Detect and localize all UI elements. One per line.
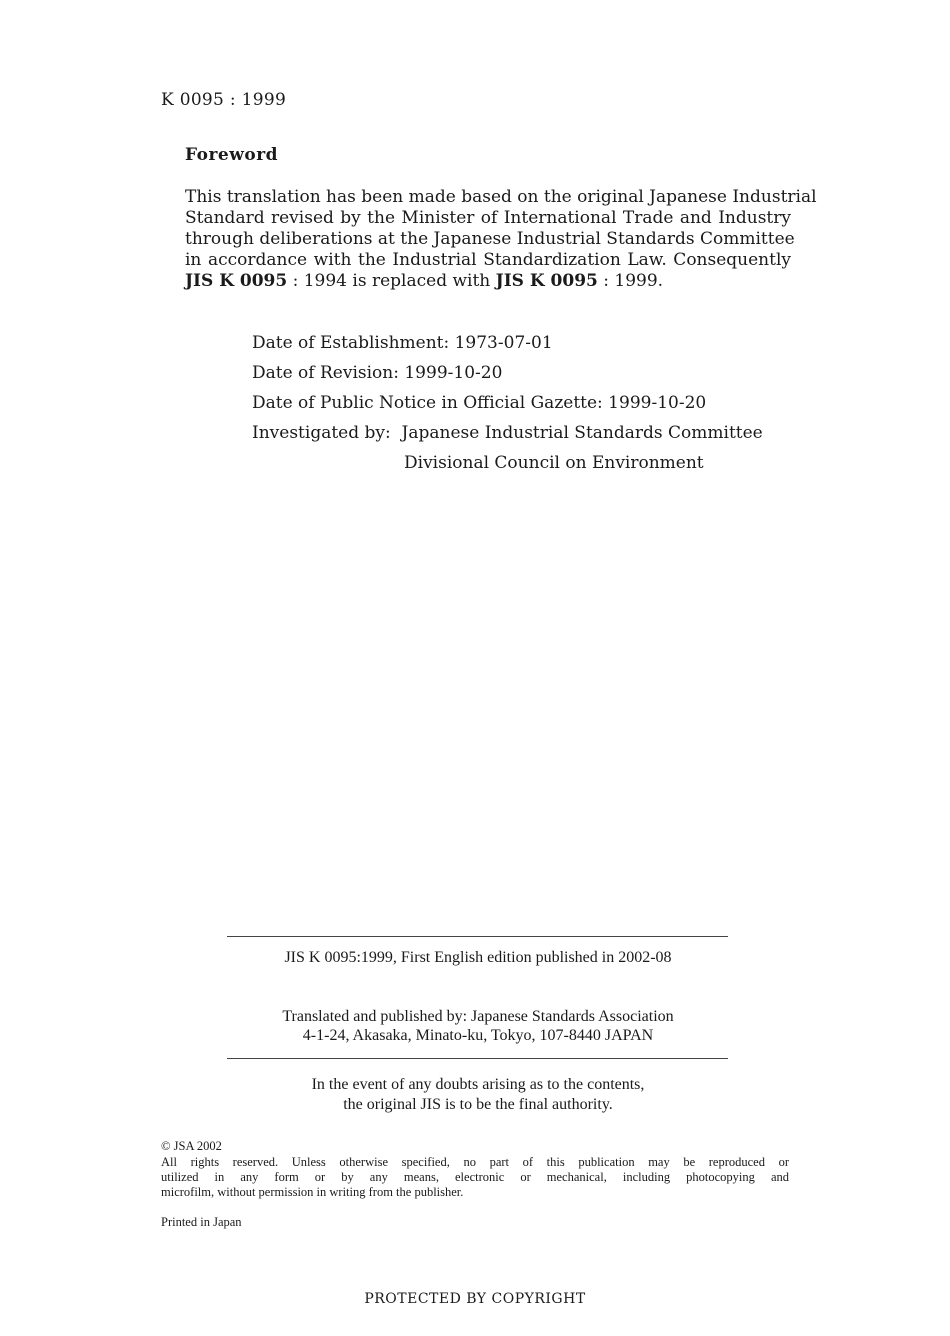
investigated-council: Divisional Council on Environment	[404, 453, 704, 473]
foreword-line: in accordance with the Industrial Standardization Law. Consequently	[185, 250, 791, 270]
rights-line: utilized in any form or by any means, electronic or mechanical, including photocopying and	[161, 1170, 789, 1184]
foreword-heading: Foreword	[185, 145, 279, 165]
new-standard-code: JIS K 0095	[495, 271, 598, 291]
standard-code: K 0095 : 1999	[161, 90, 287, 110]
copyright-notice: © JSA 2002	[161, 1139, 222, 1153]
date-revision: Date of Revision: 1999-10-20	[252, 363, 503, 383]
address-line: 4-1-24, Akasaka, Minato-ku, Tokyo, 107-8440 JAPAN	[302, 1027, 654, 1044]
rights-line: All rights reserved. Unless otherwise specified, no part of this publication may be reproduced or	[161, 1155, 789, 1169]
old-standard-code: JIS K 0095	[185, 271, 288, 291]
authority-line-1: In the event of any doubts arising as to the contents,	[311, 1076, 645, 1093]
foreword-line: Standard revised by the Minister of International Trade and Industry	[185, 208, 791, 228]
translated-by-line: Translated and published by: Japanese Standards Association	[282, 1008, 674, 1025]
rights-statement	[161, 1155, 789, 1200]
dates-block	[252, 328, 763, 478]
protected-by-copyright: PROTECTED BY COPYRIGHT	[364, 1291, 586, 1307]
old-standard-year: : 1994 is replaced with	[287, 271, 496, 291]
foreword-line: through deliberations at the Japanese Industrial Standards Committee	[185, 229, 795, 249]
foreword-line-replacement	[185, 271, 791, 292]
investigated-label: Investigated by:	[252, 423, 391, 443]
foreword-line: This translation has been made based on the original Japanese Industrial	[185, 187, 817, 207]
investigated-committee: Japanese Industrial Standards Committee	[401, 423, 763, 443]
printed-in: Printed in Japan	[161, 1215, 242, 1229]
divider-top	[227, 936, 728, 937]
date-public-notice: Date of Public Notice in Official Gazette: 1999-10-20	[252, 393, 707, 413]
date-establishment: Date of Establishment: 1973-07-01	[252, 333, 553, 353]
edition-line: JIS K 0095:1999, First English edition published in 2002-08	[284, 949, 672, 966]
investigated-by	[252, 418, 763, 448]
new-standard-year: : 1999.	[597, 271, 664, 291]
divider-bottom	[227, 1058, 728, 1059]
foreword-body	[185, 187, 817, 292]
authority-line-2: the original JIS is to be the final authority.	[343, 1096, 613, 1113]
rights-line: microfilm, without permission in writing from the publisher.	[161, 1185, 464, 1199]
